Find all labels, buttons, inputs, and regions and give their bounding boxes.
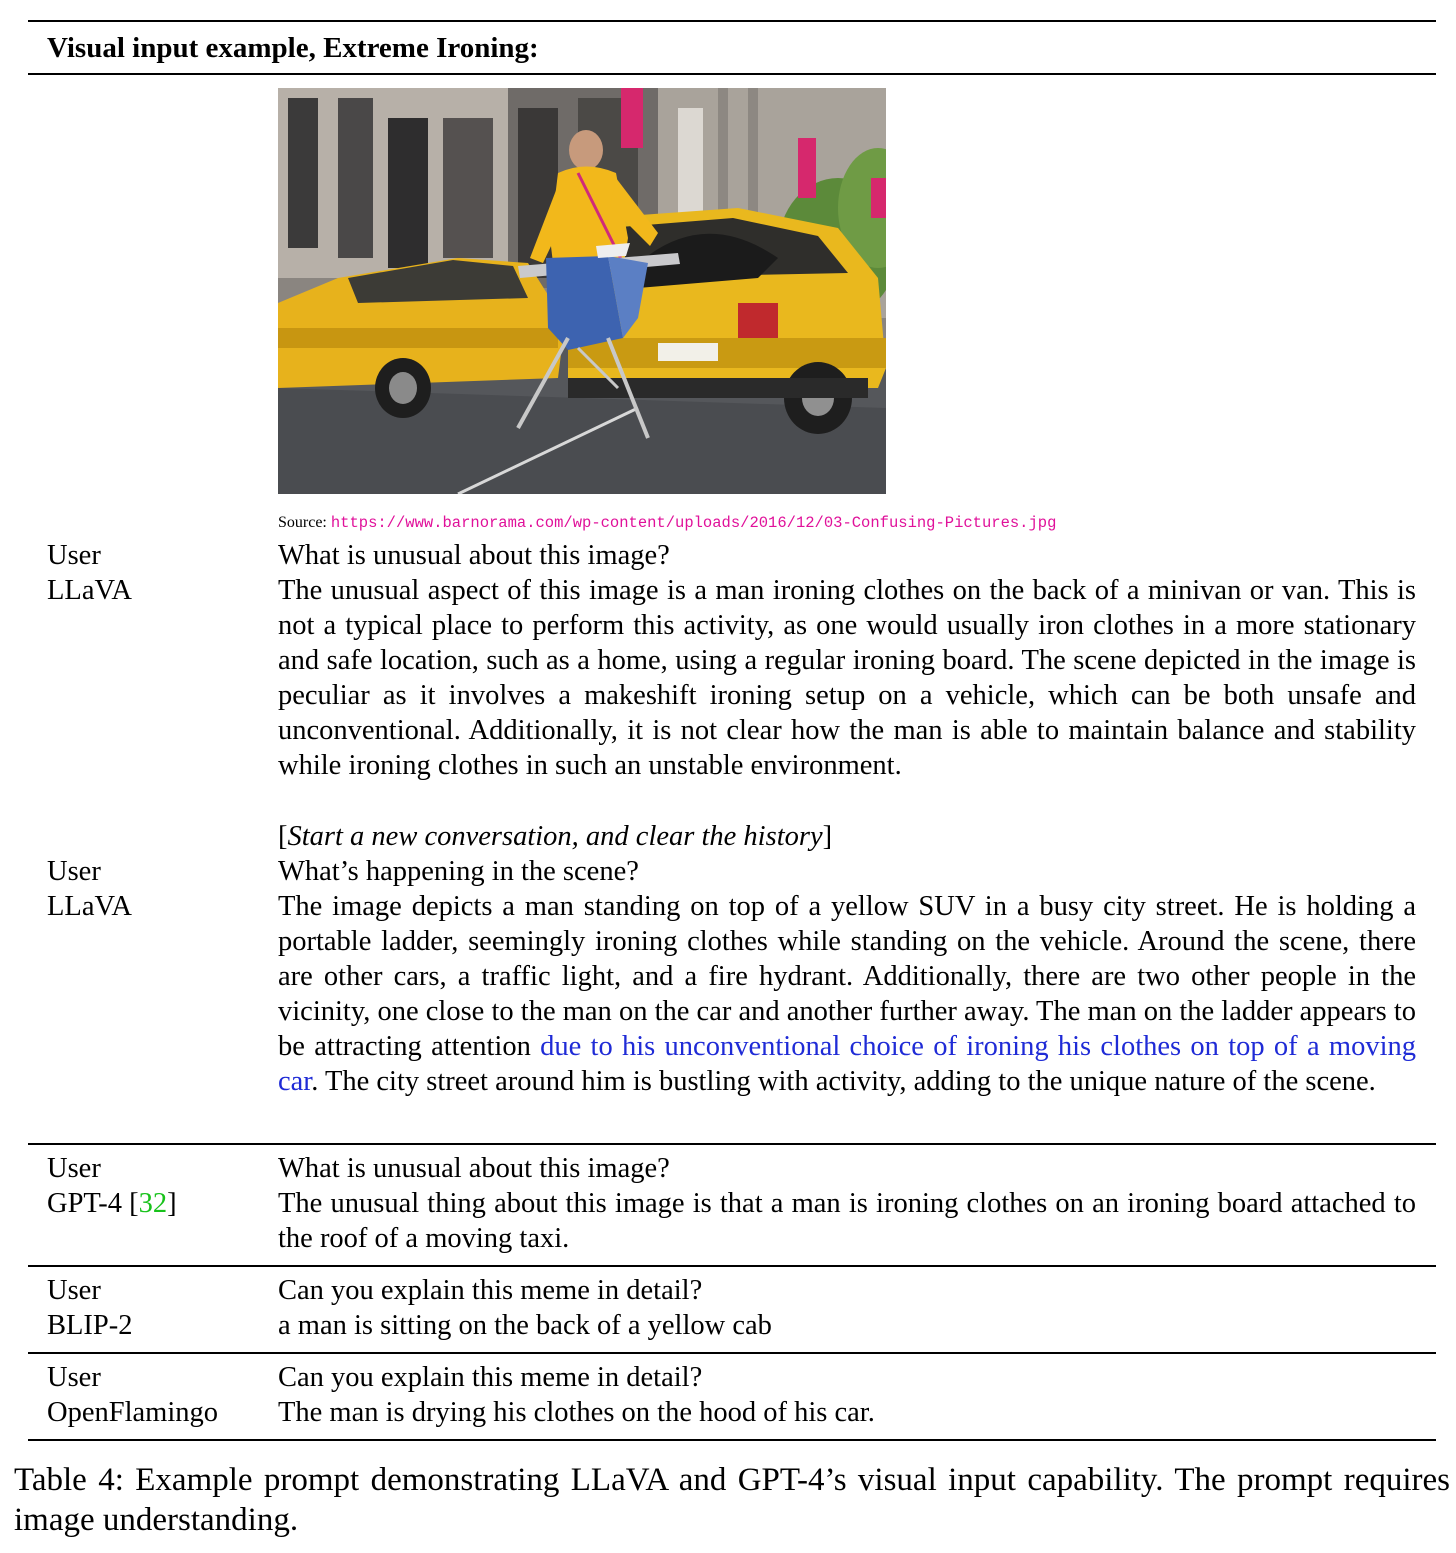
speaker-blip2: BLIP-2 xyxy=(47,1310,133,1341)
llava-response-2 xyxy=(278,889,1416,1099)
table-top-rule xyxy=(28,20,1436,22)
llava-response-1: The unusual aspect of this image is a man ironing clothes on the back of a minivan or van. This is not a typical place to perform this activity, as one would usually iron clothes in a more stationary and safe location, such as a home, using a regular ironing board. The scene depicted in the image is peculiar as it involves a makeshift ironing setup on a vehicle, which can be both unsafe and unconventional. Additionally, it is not clear how the man is able to maintain balance and stability while ironing clothes in such an unstable environment. xyxy=(278,575,1416,781)
speaker-user-openflamingo: User xyxy=(47,1362,101,1393)
llava-response-2-part2: . The city street around him is bustling with activity, adding to the unique nature of the scene. xyxy=(311,1066,1376,1097)
source-label: Source: xyxy=(278,514,327,531)
speaker-llava-2: LLaVA xyxy=(47,891,132,922)
section-rule-blip2 xyxy=(28,1265,1436,1267)
extreme-ironing-image xyxy=(278,88,886,494)
speaker-user-gpt4: User xyxy=(47,1153,101,1184)
extreme-ironing-illustration xyxy=(278,88,886,494)
citation-link[interactable]: 32 xyxy=(138,1188,168,1219)
table-caption: Table 4: Example prompt demonstrating LLaVA and GPT-4’s visual input capability. The prompt requires image understanding. xyxy=(14,1462,1450,1538)
reset-note-open-bracket: [ xyxy=(278,821,288,852)
llava-response-2-highlight: due to his unconventional choice of ironing his clothes on top of a moving car xyxy=(278,1031,1416,1097)
reset-note-text: Start a new conversation, and clear the history xyxy=(287,821,823,852)
section-rule-gpt4 xyxy=(28,1143,1436,1145)
speaker-llava-1: LLaVA xyxy=(47,575,132,606)
user-prompt-2: What’s happening in the scene? xyxy=(278,856,639,887)
user-prompt-blip2: Can you explain this meme in detail? xyxy=(278,1275,703,1306)
speaker-user-2: User xyxy=(47,856,101,887)
section-rule-openflamingo xyxy=(28,1352,1436,1354)
citation-close: ] xyxy=(167,1188,177,1219)
speaker-gpt4 xyxy=(47,1186,177,1221)
reset-conversation-note xyxy=(278,819,1416,854)
llava-response-2-part1: The image depicts a man standing on top of a yellow SUV in a busy city street. He is holding a portable ladder, seemingly ironing clothes while standing on the vehicle. Around the scene, there are other cars, a traffic light, and a fire hydrant. Additionally, there are two other people in the vicinity, one close to the man on the car and another further away. The man on the ladder appears to be attracting attention xyxy=(278,891,1416,1062)
citation-open: [ xyxy=(121,1188,139,1219)
source-url-link[interactable]: https://www.barnorama.com/wp-content/uploads/2016/12/03-Confusing-Pictures.jpg xyxy=(330,514,1057,532)
user-prompt-1: What is unusual about this image? xyxy=(278,540,670,571)
table-heading: Visual input example, Extreme Ironing: xyxy=(47,32,539,64)
blip2-response: a man is sitting on the back of a yellow cab xyxy=(278,1310,772,1341)
gpt4-label: GPT-4 xyxy=(47,1188,122,1219)
gpt4-response: The unusual thing about this image is that a man is ironing clothes on an ironing board attached to the roof of a moving taxi. xyxy=(278,1188,1416,1254)
heading-rule xyxy=(28,73,1436,75)
openflamingo-response: The man is drying his clothes on the hood of his car. xyxy=(278,1397,875,1428)
speaker-openflamingo: OpenFlamingo xyxy=(47,1397,218,1428)
speaker-user-1: User xyxy=(47,540,101,571)
reset-note-close-bracket: ] xyxy=(822,821,833,852)
image-source xyxy=(278,512,1056,534)
table-bottom-rule xyxy=(28,1439,1436,1441)
user-prompt-gpt4: What is unusual about this image? xyxy=(278,1153,670,1184)
speaker-user-blip2: User xyxy=(47,1275,101,1306)
user-prompt-openflamingo: Can you explain this meme in detail? xyxy=(278,1362,703,1393)
